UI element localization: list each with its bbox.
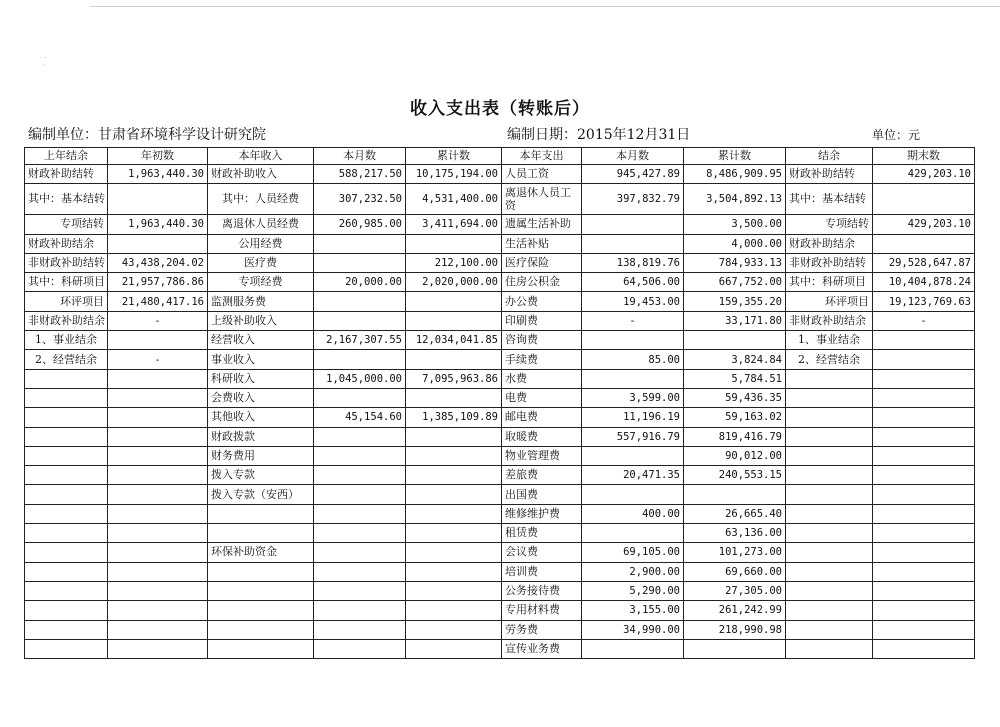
table-cell: 住房公积金: [502, 273, 582, 292]
scan-specks: · · ·: [40, 55, 46, 69]
table-cell: 印刷费: [502, 311, 582, 330]
table-cell: 101,273.00: [684, 543, 786, 562]
table-cell: [25, 620, 108, 639]
table-cell: [786, 446, 873, 465]
table-cell: [314, 562, 406, 581]
table-cell: 2,167,307.55: [314, 331, 406, 350]
table-cell: [108, 543, 208, 562]
table-cell: 43,438,204.02: [108, 253, 208, 272]
table-cell: 19,453.00: [582, 292, 684, 311]
table-cell: 429,203.10: [873, 165, 975, 184]
column-header: 本年收入: [208, 148, 314, 165]
table-cell: 3,411,694.00: [406, 215, 502, 234]
table-cell: [582, 446, 684, 465]
table-cell: 物业管理费: [502, 446, 582, 465]
table-cell: 财务费用: [208, 446, 314, 465]
table-cell: 取暖费: [502, 427, 582, 446]
table-cell: [873, 562, 975, 581]
table-cell: [873, 581, 975, 600]
table-cell: 1,963,440.30: [108, 165, 208, 184]
table-cell: [406, 639, 502, 658]
table-cell: 邮电费: [502, 408, 582, 427]
table-cell: 21,957,786.86: [108, 273, 208, 292]
table-cell: [873, 524, 975, 543]
table-cell: 环评项目: [786, 292, 873, 311]
column-header: 本月数: [582, 148, 684, 165]
table-cell: 59,163.02: [684, 408, 786, 427]
table-cell: 咨询费: [502, 331, 582, 350]
table-cell: [406, 620, 502, 639]
table-cell: [25, 504, 108, 523]
table-cell: 财政补助收入: [208, 165, 314, 184]
table-cell: [25, 543, 108, 562]
table-cell: [406, 446, 502, 465]
table-row: [25, 427, 975, 446]
table-cell: 财政补助结余: [786, 234, 873, 253]
table-cell: [25, 446, 108, 465]
table-header-row: [25, 148, 975, 165]
table-row: [25, 562, 975, 581]
column-header: 本月数: [314, 148, 406, 165]
table-cell: [108, 388, 208, 407]
table-cell: 3,500.00: [684, 215, 786, 234]
table-cell: 1,045,000.00: [314, 369, 406, 388]
table-cell: 5,290.00: [582, 581, 684, 600]
table-cell: 400.00: [582, 504, 684, 523]
table-cell: [406, 581, 502, 600]
table-cell: 财政补助结转: [786, 165, 873, 184]
table-cell: 69,660.00: [684, 562, 786, 581]
table-cell: [108, 369, 208, 388]
table-cell: 离退休人员经费: [208, 215, 314, 234]
table-cell: [406, 292, 502, 311]
table-cell: 8,486,909.95: [684, 165, 786, 184]
table-cell: [25, 601, 108, 620]
table-cell: 138,819.76: [582, 253, 684, 272]
table-cell: 专项经费: [208, 273, 314, 292]
table-cell: 差旅费: [502, 466, 582, 485]
table-cell: 159,355.20: [684, 292, 786, 311]
table-cell: [108, 485, 208, 504]
table-cell: 10,404,878.24: [873, 273, 975, 292]
table-cell: 307,232.50: [314, 184, 406, 215]
table-row: [25, 273, 975, 292]
table-cell: 环评项目: [25, 292, 108, 311]
page-title: 收入支出表（转账后）: [410, 99, 590, 119]
table-cell: 819,416.79: [684, 427, 786, 446]
table-cell: [25, 581, 108, 600]
table-cell: 上级补助收入: [208, 311, 314, 330]
table-cell: [208, 639, 314, 658]
table-cell: 784,933.13: [684, 253, 786, 272]
table-cell: [406, 350, 502, 369]
table-cell: [582, 234, 684, 253]
table-cell: 财政补助结转: [25, 165, 108, 184]
table-cell: 财政补助结余: [25, 234, 108, 253]
table-cell: [406, 485, 502, 504]
table-cell: 1、事业结余: [25, 331, 108, 350]
table-cell: 20,000.00: [314, 273, 406, 292]
table-cell: 240,553.15: [684, 466, 786, 485]
table-cell: 3,155.00: [582, 601, 684, 620]
table-row: [25, 466, 975, 485]
table-row: [25, 234, 975, 253]
table-cell: 10,175,194.00: [406, 165, 502, 184]
table-cell: [873, 620, 975, 639]
table-row: [25, 485, 975, 504]
table-cell: 27,305.00: [684, 581, 786, 600]
table-cell: [25, 466, 108, 485]
table-row: [25, 165, 975, 184]
table-cell: 34,990.00: [582, 620, 684, 639]
table-cell: [314, 543, 406, 562]
table-cell: 出国费: [502, 485, 582, 504]
table-row: [25, 350, 975, 369]
table-cell: 19,123,769.63: [873, 292, 975, 311]
table-cell: [684, 485, 786, 504]
table-cell: 其中：人员经费: [208, 184, 314, 215]
table-cell: [786, 543, 873, 562]
table-cell: [108, 184, 208, 215]
table-cell: 会议费: [502, 543, 582, 562]
table-cell: 电费: [502, 388, 582, 407]
table-cell: 3,824.84: [684, 350, 786, 369]
table-cell: [406, 234, 502, 253]
table-cell: [108, 581, 208, 600]
table-row: [25, 639, 975, 658]
column-header: 本年支出: [502, 148, 582, 165]
table-cell: 其中：科研项目: [25, 273, 108, 292]
table-cell: 90,012.00: [684, 446, 786, 465]
table-cell: 办公费: [502, 292, 582, 311]
table-cell: [108, 466, 208, 485]
table-cell: [314, 311, 406, 330]
table-row: [25, 215, 975, 234]
table-cell: 4,531,400.00: [406, 184, 502, 215]
table-row: [25, 504, 975, 523]
scan-edge-line: [90, 6, 1000, 7]
table-cell: 260,985.00: [314, 215, 406, 234]
table-cell: [25, 524, 108, 543]
table-cell: [25, 388, 108, 407]
table-cell: [406, 427, 502, 446]
table-cell: [314, 466, 406, 485]
table-row: [25, 184, 975, 215]
table-cell: [873, 369, 975, 388]
table-cell: 遗属生活补助: [502, 215, 582, 234]
table-cell: [582, 524, 684, 543]
table-cell: [873, 234, 975, 253]
table-cell: [25, 369, 108, 388]
table-cell: [873, 184, 975, 215]
table-cell: [406, 524, 502, 543]
table-cell: 212,100.00: [406, 253, 502, 272]
table-cell: 59,436.35: [684, 388, 786, 407]
table-cell: [406, 466, 502, 485]
table-cell: [873, 466, 975, 485]
table-row: [25, 601, 975, 620]
table-row: [25, 292, 975, 311]
table-cell: [582, 485, 684, 504]
table-cell: 培训费: [502, 562, 582, 581]
table-cell: 588,217.50: [314, 165, 406, 184]
table-cell: 21,480,417.16: [108, 292, 208, 311]
table-cell: [314, 620, 406, 639]
table-cell: [406, 562, 502, 581]
column-header: 结余: [786, 148, 873, 165]
table-row: [25, 524, 975, 543]
table-cell: 离退休人员工资: [502, 184, 582, 215]
table-cell: [314, 504, 406, 523]
table-cell: [786, 369, 873, 388]
table-cell: 26,665.40: [684, 504, 786, 523]
table-cell: 945,427.89: [582, 165, 684, 184]
column-header: 累计数: [406, 148, 502, 165]
income-expense-table: [24, 147, 975, 659]
table-cell: 手续费: [502, 350, 582, 369]
table-cell: 64,506.00: [582, 273, 684, 292]
column-header: 累计数: [684, 148, 786, 165]
table-row: [25, 331, 975, 350]
table-cell: [25, 408, 108, 427]
table-cell: 69,105.00: [582, 543, 684, 562]
table-cell: [314, 253, 406, 272]
table-row: [25, 311, 975, 330]
table-cell: [684, 331, 786, 350]
table-cell: 租赁费: [502, 524, 582, 543]
organization-label: 编制单位：甘肃省环境科学设计研究院: [28, 127, 266, 143]
table-cell: 63,136.00: [684, 524, 786, 543]
table-cell: -: [582, 311, 684, 330]
table-cell: [786, 639, 873, 658]
table-cell: [406, 504, 502, 523]
table-cell: [314, 234, 406, 253]
table-cell: 12,034,041.85: [406, 331, 502, 350]
table-cell: [108, 446, 208, 465]
table-cell: 财政拨款: [208, 427, 314, 446]
table-cell: [208, 562, 314, 581]
table-cell: 环保补助资金: [208, 543, 314, 562]
table-cell: [314, 292, 406, 311]
table-cell: 医疗费: [208, 253, 314, 272]
date-label: 编制日期：2015年12月31日: [507, 127, 691, 143]
table-cell: 拨入专款: [208, 466, 314, 485]
table-cell: [786, 427, 873, 446]
table-cell: 429,203.10: [873, 215, 975, 234]
table-cell: [314, 427, 406, 446]
table-cell: 非财政补助结余: [25, 311, 108, 330]
table-cell: 公务接待费: [502, 581, 582, 600]
table-row: [25, 543, 975, 562]
column-header: 期末数: [873, 148, 975, 165]
table-cell: [684, 639, 786, 658]
table-cell: [108, 234, 208, 253]
table-cell: 2、经营结余: [25, 350, 108, 369]
table-row: [25, 408, 975, 427]
table-cell: -: [873, 311, 975, 330]
table-cell: [108, 504, 208, 523]
table-cell: 1、事业结余: [786, 331, 873, 350]
table-cell: [786, 562, 873, 581]
table-cell: 20,471.35: [582, 466, 684, 485]
table-cell: 宣传业务费: [502, 639, 582, 658]
table-cell: [314, 350, 406, 369]
table-cell: 会费收入: [208, 388, 314, 407]
table-cell: [208, 524, 314, 543]
table-cell: [582, 331, 684, 350]
table-row: [25, 581, 975, 600]
table-cell: [873, 601, 975, 620]
table-cell: [786, 524, 873, 543]
table-row: [25, 446, 975, 465]
table-cell: -: [108, 311, 208, 330]
table-cell: [873, 485, 975, 504]
table-row: [25, 369, 975, 388]
table-cell: [786, 504, 873, 523]
table-cell: [314, 639, 406, 658]
table-cell: 667,752.00: [684, 273, 786, 292]
table-cell: 33,171.80: [684, 311, 786, 330]
currency-unit-label: 单位：元: [872, 128, 921, 142]
table-cell: [786, 466, 873, 485]
table-cell: [314, 388, 406, 407]
table-cell: [108, 524, 208, 543]
table-cell: 劳务费: [502, 620, 582, 639]
table-cell: 维修维护费: [502, 504, 582, 523]
table-cell: [786, 408, 873, 427]
table-cell: [406, 543, 502, 562]
table-cell: 拨入专款（安西）: [208, 485, 314, 504]
table-cell: 557,916.79: [582, 427, 684, 446]
table-cell: [873, 427, 975, 446]
table-row: [25, 253, 975, 272]
table-cell: [208, 601, 314, 620]
table-cell: 29,528,647.87: [873, 253, 975, 272]
table-cell: [108, 639, 208, 658]
table-cell: [208, 581, 314, 600]
table-cell: -: [108, 350, 208, 369]
table-cell: [786, 581, 873, 600]
table-cell: [873, 446, 975, 465]
table-cell: [786, 388, 873, 407]
table-cell: [873, 408, 975, 427]
table-cell: 397,832.79: [582, 184, 684, 215]
table-cell: 11,196.19: [582, 408, 684, 427]
table-row: [25, 620, 975, 639]
table-cell: [873, 388, 975, 407]
table-cell: 其中：基本结转: [25, 184, 108, 215]
table-cell: [25, 639, 108, 658]
table-cell: [582, 369, 684, 388]
table-cell: [208, 620, 314, 639]
table-cell: [582, 215, 684, 234]
table-cell: 监测服务费: [208, 292, 314, 311]
table-cell: 218,990.98: [684, 620, 786, 639]
table-cell: 2、经营结余: [786, 350, 873, 369]
table-cell: 专项结转: [25, 215, 108, 234]
table-cell: 经营收入: [208, 331, 314, 350]
table-cell: 85.00: [582, 350, 684, 369]
table-cell: 4,000.00: [684, 234, 786, 253]
table-cell: [108, 620, 208, 639]
table-cell: 事业收入: [208, 350, 314, 369]
table-cell: [108, 601, 208, 620]
table-cell: [873, 350, 975, 369]
table-cell: 2,020,000.00: [406, 273, 502, 292]
table-cell: 7,095,963.86: [406, 369, 502, 388]
table-cell: 3,599.00: [582, 388, 684, 407]
table-cell: 非财政补助结转: [25, 253, 108, 272]
table-cell: 公用经费: [208, 234, 314, 253]
table-cell: 水费: [502, 369, 582, 388]
table-cell: 1,385,109.89: [406, 408, 502, 427]
table-cell: [25, 485, 108, 504]
table-cell: 其他收入: [208, 408, 314, 427]
table-cell: 3,504,892.13: [684, 184, 786, 215]
table-cell: 专项结转: [786, 215, 873, 234]
table-cell: [25, 427, 108, 446]
table-cell: [314, 446, 406, 465]
table-cell: 其中：基本结转: [786, 184, 873, 215]
table-cell: 科研收入: [208, 369, 314, 388]
table-cell: [406, 388, 502, 407]
table-cell: [582, 639, 684, 658]
table-cell: 5,784.51: [684, 369, 786, 388]
table-cell: [108, 562, 208, 581]
table-cell: [406, 601, 502, 620]
table-cell: [314, 485, 406, 504]
table-cell: 专用材料费: [502, 601, 582, 620]
column-header: 年初数: [108, 148, 208, 165]
table-cell: 1,963,440.30: [108, 215, 208, 234]
table-cell: [208, 504, 314, 523]
table-cell: 2,900.00: [582, 562, 684, 581]
table-cell: 生活补贴: [502, 234, 582, 253]
table-cell: 其中：科研项目: [786, 273, 873, 292]
table-cell: 45,154.60: [314, 408, 406, 427]
table-cell: [108, 331, 208, 350]
table-cell: [873, 504, 975, 523]
table-cell: [314, 524, 406, 543]
table-cell: [873, 331, 975, 350]
table-cell: 261,242.99: [684, 601, 786, 620]
table-cell: [873, 639, 975, 658]
table-cell: [873, 543, 975, 562]
table-cell: [108, 427, 208, 446]
table-cell: [314, 581, 406, 600]
table-cell: [786, 620, 873, 639]
table-cell: 非财政补助结转: [786, 253, 873, 272]
table-cell: 医疗保险: [502, 253, 582, 272]
table-cell: [786, 601, 873, 620]
table-cell: [786, 485, 873, 504]
table-cell: 人员工资: [502, 165, 582, 184]
table-row: [25, 388, 975, 407]
table-cell: [108, 408, 208, 427]
table-cell: [314, 601, 406, 620]
table-cell: [25, 562, 108, 581]
table-cell: 非财政补助结余: [786, 311, 873, 330]
table-cell: [406, 311, 502, 330]
column-header: 上年结余: [25, 148, 108, 165]
